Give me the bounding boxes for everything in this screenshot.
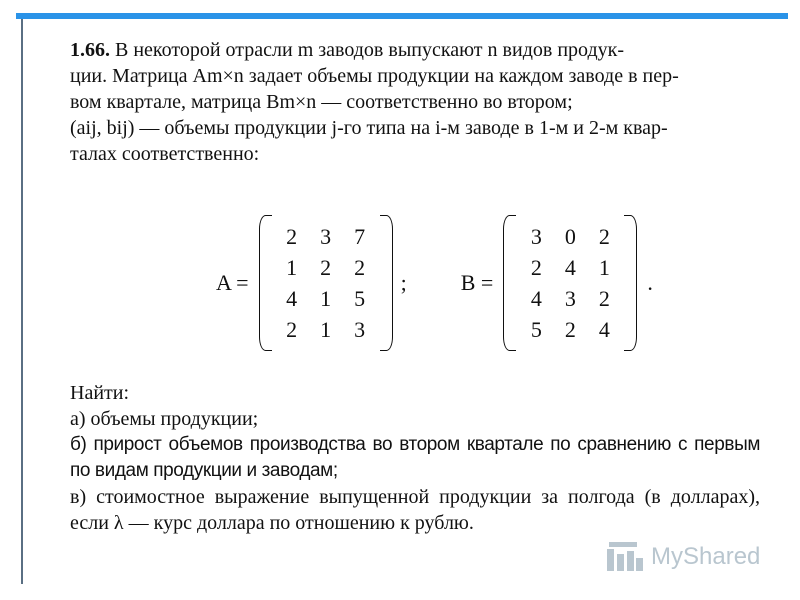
matrix-separator: ; [400,270,407,295]
tasks-section [70,380,760,536]
task-c: в) стоимостное выражение выпущенной продукции за полгода (в долларах), если λ — курс доллара по отношению к рублю. [70,486,760,534]
matrix-cell: 5 [530,317,542,342]
matrix-cell: 4 [564,255,576,280]
matrix-cell: 2 [598,286,610,311]
intro-line-2: ции. Матрица Am×n задает объемы продукции на каждом заводе в пер- [70,65,679,87]
intro-line-4: (aij, bij) — объемы продукции j-го типа на i-м заводе в 1-м и 2-м квар- [70,117,668,139]
intro-line-1: 1.66. В некоторой отрасли m заводов выпускают n видов продук- [70,39,624,61]
matrices-equation [216,213,653,353]
problem-intro [70,37,760,167]
matrix-cell: 0 [564,224,576,249]
problem-number: 1.66. [70,39,110,61]
watermark [605,540,760,574]
matrix-cell: 2 [598,224,610,249]
matrix-a [259,215,393,351]
tasks-heading: Найти: [70,382,130,404]
matrix-cell: 1 [598,255,610,280]
matrix-cell: 2 [320,255,332,280]
matrix-cell: 2 [564,317,576,342]
matrix-a-label: A = [216,270,249,295]
task-b: б) прирост объемов производства во втором квартале по сравнению с первым по видам продукции и заводам; [70,434,760,481]
matrix-cell: 4 [286,286,298,311]
matrix-cell: 2 [530,255,542,280]
matrix-cell: 1 [320,317,332,342]
intro-line-5: талах соответственно: [70,143,260,165]
matrix-cell: 2 [286,224,298,249]
watermark-text: MyShared [651,543,761,570]
matrix-cell: 1 [320,286,332,311]
matrix-cell: 2 [354,255,366,280]
matrix-cell: 3 [564,286,576,311]
matrix-cell: 2 [286,317,298,342]
matrix-b-label: B = [460,270,494,295]
matrix-cell: 3 [320,224,332,249]
matrix-cell: 5 [354,286,366,311]
matrix-cell: 1 [286,255,298,280]
top-accent-bar [16,13,788,19]
matrix-cell: 3 [354,317,366,342]
matrix-cell: 4 [598,317,610,342]
matrix-cell: 4 [530,286,542,311]
intro-line-3: вом квартале, матрица Bm×n — соответственно во втором; [70,91,573,113]
matrix-cell: 3 [530,224,542,249]
myshared-logo-icon [605,540,645,574]
matrix-b [503,215,637,351]
left-divider-line [21,19,23,584]
matrix-cell: 7 [354,224,366,249]
matrix-end-dot: . [647,270,653,295]
task-a: а) объемы продукции; [70,408,259,430]
